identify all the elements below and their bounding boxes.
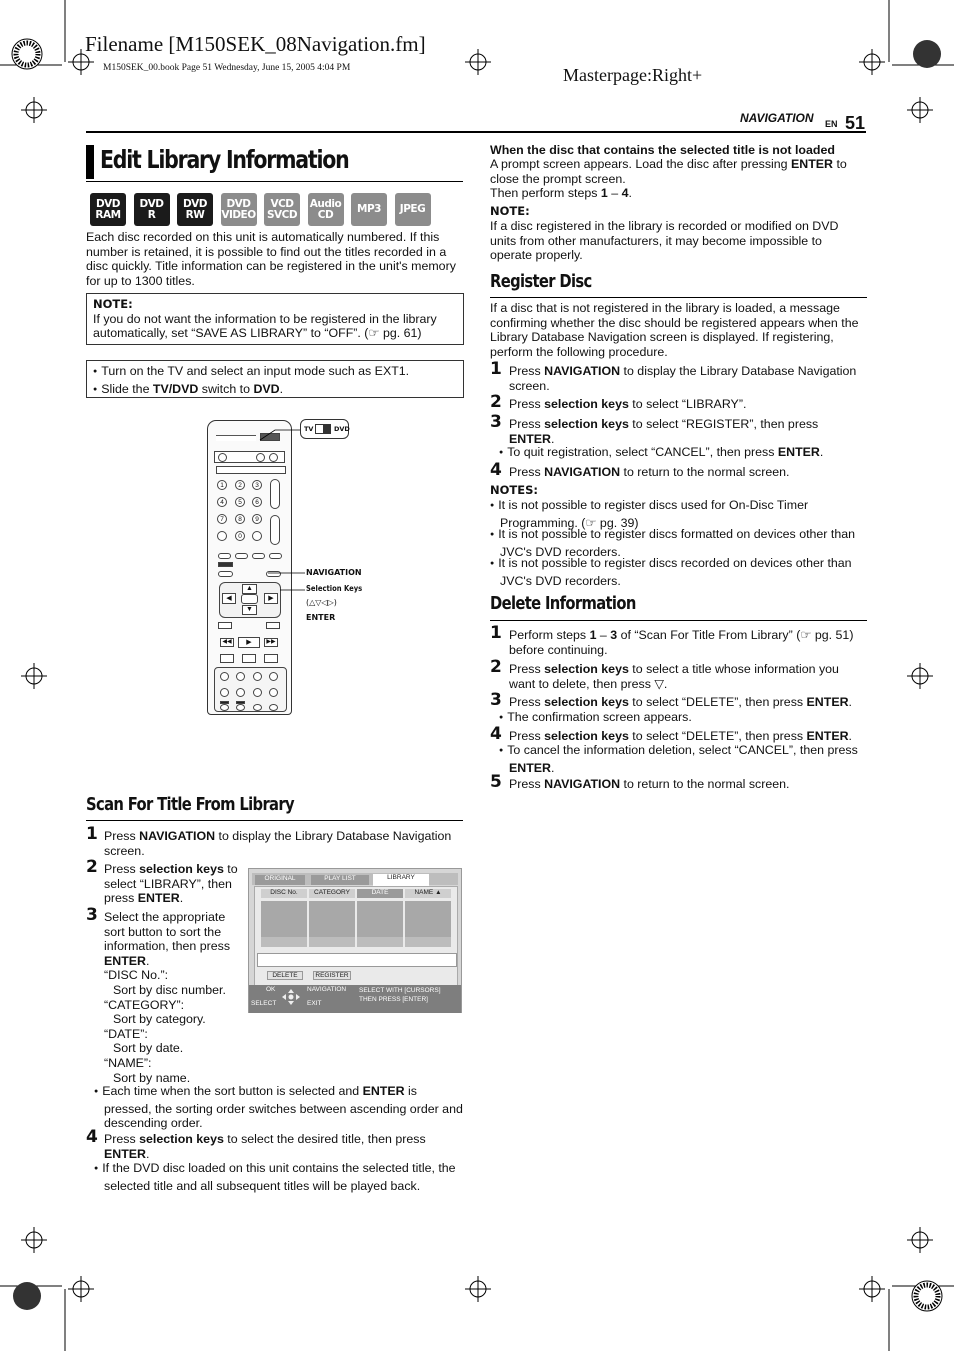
callout-lines [240, 425, 310, 625]
sort-date-button: DATE [357, 889, 403, 898]
scan-step-2: Press selection keys to select “LIBRARY”, then press ENTER. [104, 862, 238, 906]
intro-text: Each disc recorded on this unit is automatically numbered. If this number is retained, it is possible to find out the titles recorded in a disc quickly. Title information can be registered in the unit's memory for up to 1300 titles. [86, 230, 456, 288]
guide-hint-2: THEN PRESS [ENTER] [359, 996, 428, 1003]
dvd-label: DVD [334, 425, 350, 433]
section-rule [490, 620, 867, 621]
disc-not-loaded-heading: When the disc that contains the selected title is not loaded [490, 143, 835, 157]
register-step-2: Press selection keys to select “LIBRARY”. [509, 397, 747, 411]
list-column [357, 901, 403, 947]
filename-header: Filename [M150SEK_08Navigation.fm] [85, 32, 426, 56]
disc-not-loaded-text: A prompt screen appears. Load the disc after pressing ENTER to close the prompt screen. [490, 157, 847, 186]
step-number: 5 [490, 772, 502, 792]
section-label: NAVIGATION [740, 111, 814, 125]
section-heading-scan: Scan For Title From Library [86, 794, 294, 815]
register-step-1: Press NAVIGATION to display the Library Database Navigation screen. [509, 364, 857, 393]
note-heading: NOTE: [93, 297, 133, 311]
scan-step-3: Select the appropriate sort button to sort the information, then press ENTER. “DISC No.”: Sort by disc number. “CATEGORY”: Sort by category. “DATE”: Sort by date. “NAME”: Sort by name. [104, 910, 231, 1085]
language-label: EN [825, 119, 838, 129]
step-number: 4 [490, 460, 502, 480]
scan-step-1: Press NAVIGATION to display the Library Database Navigation screen. [104, 829, 452, 858]
step-number: 2 [490, 657, 502, 677]
scan-step-4: Press selection keys to select the desired title, then press ENTER. [104, 1132, 426, 1161]
guide-exit: EXIT [307, 1000, 322, 1007]
delete-step-2: Press selection keys to select a title whose information you want to delete, then press ▽. [509, 662, 839, 691]
disc-icon: DVD RAM [90, 193, 126, 226]
list-column [261, 901, 307, 947]
book-info: M150SEK_00.book Page 51 Wednesday, June 15, 2005 4:04 PM [103, 63, 351, 73]
register-button: REGISTER [313, 971, 351, 980]
delete-step-4: Press selection keys to select “DELETE”, then press ENTER. [509, 729, 852, 743]
scan-bullet: ● If the DVD disc loaded on this unit contains the selected title, the selected title and all subsequent titles will be played back. [94, 1161, 464, 1193]
guide-ok: OK [266, 986, 276, 993]
header-rule [86, 131, 866, 133]
title-marker [86, 145, 94, 179]
register-step-3: Press selection keys to select “REGISTER”, then press ENTER. [509, 417, 819, 446]
step-number: 1 [490, 359, 502, 379]
disc-icon: JPEG [395, 193, 431, 226]
delete-bullet: ● The confirmation screen appears. [499, 710, 867, 728]
library-screen-illustration [248, 868, 462, 1013]
register-step-4: Press NAVIGATION to return to the normal screen. [509, 465, 790, 479]
page-title: Edit Library Information [100, 145, 349, 174]
title-rule [86, 181, 463, 182]
register-intro: If a disc that is not registered in the library is loaded, a message confirming whether the disc should be registered appears when the Library Database Navigation screen is displayed. If registering, perform the following procedure. [490, 301, 859, 359]
switch-icon [315, 424, 331, 434]
register-bullet: ● To quit registration, select “CANCEL”, then press ENTER. [499, 445, 867, 463]
step-number: 3 [490, 412, 502, 432]
note-heading: NOTE: [490, 204, 530, 218]
remote-control-illustration: 1 2 3 4 5 6 7 8 9 0 ▲ ▼ ◀ ▶ ◀◀ ▶ ▶▶ [207, 420, 292, 715]
section-heading-register: Register Disc [490, 271, 592, 292]
list-column [309, 901, 355, 947]
scan-bullet: ● Each time when the sort button is selected and ENTER is pressed, the sorting order switches between ascending order and descending order. [94, 1084, 464, 1131]
sort-category-button: CATEGORY [309, 889, 355, 898]
register-note: ● It is not possible to register discs formatted on devices other than JVC's DVD recorders. [490, 527, 867, 559]
tab-original: ORIGINAL [255, 875, 305, 885]
tv-label: TV [304, 425, 314, 433]
register-note: ● It is not possible to register discs used for On-Disc Timer Programming. (☞ pg. 39) [490, 498, 867, 530]
masterpage-label: Masterpage:Right+ [563, 65, 703, 85]
step-number: 1 [86, 824, 98, 844]
list-column [405, 901, 451, 947]
prep-bullet: ● Slide the TV/DVD switch to DVD. [93, 382, 457, 400]
step-number: 2 [86, 857, 98, 877]
notes-heading: NOTES: [490, 483, 538, 497]
disc-type-icons [90, 193, 431, 226]
info-field [257, 953, 457, 967]
step-number: 1 [490, 623, 502, 643]
callout-navigation: NAVIGATION [306, 568, 362, 577]
step-number: 3 [86, 905, 98, 925]
step-number: 3 [490, 690, 502, 710]
callout-selection-keys: Selection Keys [306, 584, 363, 593]
tab-play-list: PLAY LIST [311, 875, 369, 885]
disc-icon: VCD SVCD [264, 193, 300, 226]
guide-navigation: NAVIGATION [307, 986, 347, 993]
guide-select: SELECT [251, 1000, 277, 1007]
register-note: ● It is not possible to register discs recorded on devices other than JVC's DVD recorders. [490, 556, 867, 588]
callout-arrows: (△▽◁▷) [306, 598, 337, 607]
sort-disc-no-button: DISC No. [261, 889, 307, 898]
delete-button: DELETE [267, 971, 303, 980]
disc-icon: DVD RW [177, 193, 213, 226]
disc-icon: DVD R [134, 193, 170, 226]
prep-bullet: ● Turn on the TV and select an input mode such as EXT1. [93, 364, 457, 382]
tab-library: LIBRARY [373, 874, 429, 886]
delete-step-3: Press selection keys to select “DELETE”, then press ENTER. [509, 695, 852, 709]
cursor-keys-icon [282, 989, 300, 1005]
delete-step-5: Press NAVIGATION to return to the normal screen. [509, 777, 790, 791]
delete-bullet: ● To cancel the information deletion, select “CANCEL”, then press ENTER. [499, 743, 867, 775]
step-number: 4 [490, 724, 502, 744]
callout-enter: ENTER [306, 613, 336, 622]
guide-hint-1: SELECT WITH [CURSORS] [359, 987, 441, 994]
disc-icon: DVD VIDEO [221, 193, 257, 226]
preparation-box [86, 360, 464, 398]
section-heading-delete: Delete Information [490, 593, 636, 614]
sort-name-button: NAME ▲ [405, 889, 451, 898]
note-text: If you do not want the information to be registered in the library automatically, set “SAVE AS LIBRARY” to “OFF”. (☞ pg. 61) [93, 311, 437, 341]
disc-not-loaded-steps: Then perform steps 1 – 4. [490, 186, 632, 200]
note-text: If a disc registered in the library is recorded or modified on DVD units from other manufacturers, it may become impossible to operate properly. [490, 219, 839, 263]
note-box [86, 293, 464, 345]
page-number: 51 [845, 113, 866, 133]
disc-icon: MP3 [351, 193, 387, 226]
section-rule [490, 297, 867, 298]
delete-step-1: Perform steps 1 – 3 of “Scan For Title From Library” (☞ pg. 51) before continuing. [509, 628, 854, 657]
step-number: 2 [490, 392, 502, 412]
section-rule [86, 820, 463, 821]
disc-icon: Audio CD [308, 193, 344, 226]
step-number: 4 [86, 1127, 98, 1147]
